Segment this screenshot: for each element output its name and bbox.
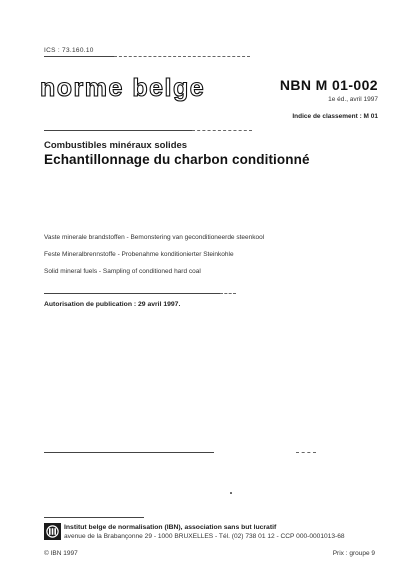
title-top-dotted-rule xyxy=(192,130,252,131)
price-group: Prix : groupe 9 xyxy=(332,550,375,557)
page-speck xyxy=(230,492,232,494)
ics-code: ICS : 73.160.10 xyxy=(44,47,94,54)
norme-belge-logotype: norme belge xyxy=(40,74,206,102)
ibn-address: avenue de la Brabançonne 29 - 1000 BRUXELLES - Tél. (02) 738 01 12 - CCP 000-0001013-68 xyxy=(64,533,345,540)
alt-title-german: Feste Mineralbrennstoffe - Probenahme konditionierter Steinkohle xyxy=(44,251,234,258)
lower-rule xyxy=(44,452,214,453)
lower-dotted-rule xyxy=(296,452,316,453)
header-rule xyxy=(44,56,114,57)
publication-authorisation: Autorisation de publication : 29 avril 1997. xyxy=(44,301,181,308)
title-top-rule xyxy=(44,130,192,131)
standard-number: NBN M 01-002 xyxy=(279,77,378,93)
document-subtitle: Combustibles minéraux solides xyxy=(44,140,188,151)
document-title: Echantillonnage du charbon conditionné xyxy=(44,152,310,167)
authorisation-dotted-rule xyxy=(220,293,236,294)
authorisation-rule xyxy=(44,293,220,294)
ibn-institute-name: Institut belge de normalisation (IBN), association sans but lucratif xyxy=(64,524,277,531)
classification-index: Indice de classement : M 01 xyxy=(292,113,378,120)
edition-date: 1e éd., avril 1997 xyxy=(328,96,378,103)
alt-title-dutch: Vaste minerale brandstoffen - Bemonstering van geconditioneerde steenkool xyxy=(44,234,265,241)
alt-title-english: Solid mineral fuels - Sampling of conditioned hard coal xyxy=(44,268,201,275)
header-dotted-rule xyxy=(114,56,250,57)
copyright: © IBN 1997 xyxy=(44,550,78,557)
footer-rule xyxy=(44,517,144,518)
ibn-logo-icon xyxy=(44,523,61,540)
